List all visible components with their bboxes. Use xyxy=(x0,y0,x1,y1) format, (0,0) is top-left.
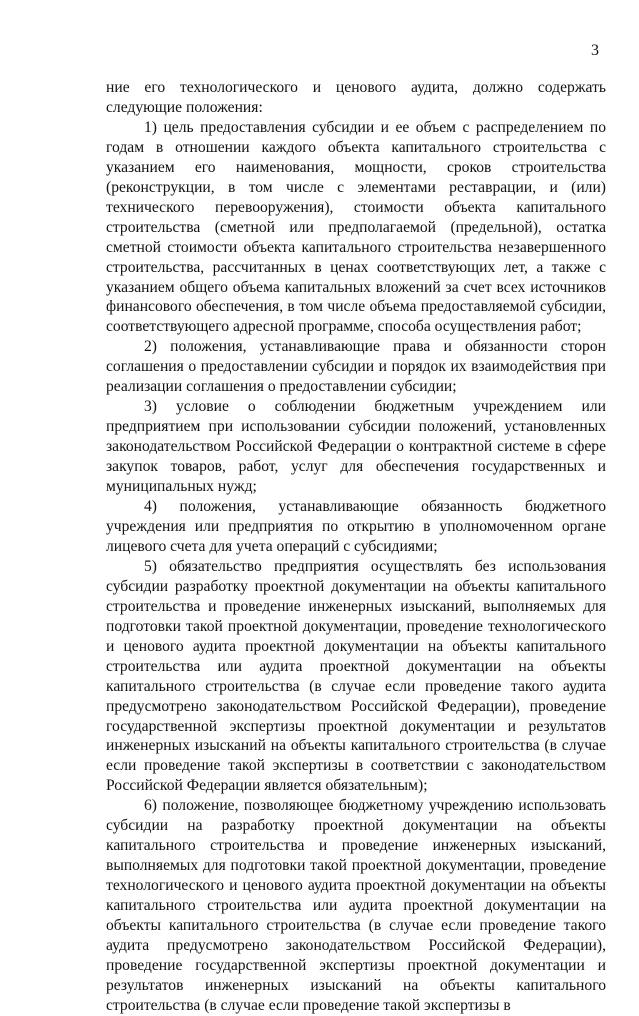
paragraph-6: 6) положение, позволяющее бюджетному учреждению использовать субсидии на разработку проектной документации на объекты капитального строительства и проведение инженерных изысканий, выполняемых для подготовки такой проектной документации, проведение технологического и ценового аудита проектной документации на объекты капитального строительства или аудита проектной документации на объекты капитального строительства (в случае если проведение такого аудита предусмотрено законодательством Российской Федерации), проведение государственной экспертизы проектной документации и результатов инженерных изысканий на объекты капитального строительства (в случае если проведение такой экспертизы в xyxy=(106,797,606,1014)
page-number: 3 xyxy=(591,42,599,59)
intro-paragraph: ние его технологического и ценового аудита, должно содержать следующие положения: xyxy=(106,79,606,116)
document-body xyxy=(106,78,606,1016)
paragraph-4: 4) положения, устанавливающие обязанность бюджетного учреждения или предприятия по открытию в уполномоченном органе лицевого счета для учета операций с субсидиями; xyxy=(106,498,606,555)
paragraph-5: 5) обязательство предприятия осуществлять без использования субсидии разработку проектной документации на объекты капитального строительства и проведение инженерных изысканий, выполняемых для подготовки такой проектной документации, проведение технологического и ценового аудита проектной документации на объекты капитального строительства или аудита проектной документации на объекты капитального строительства (в случае если проведение такого аудита предусмотрено законодательством Российской Федерации), проведение государственной экспертизы проектной документации и результатов инженерных изысканий на объекты капитального строительства (в случае если проведение такой экспертизы в соответствии с законодательством Российской Федерации является обязательным); xyxy=(106,557,606,795)
paragraph-2: 2) положения, устанавливающие права и обязанности сторон соглашения о предоставлении субсидии и порядок их взаимодействия при реализации соглашения о предоставлении субсидии; xyxy=(106,338,606,396)
paragraph-1: 1) цель предоставления субсидии и ее объем с распределением по годам в отношении каждого объекта капитального строительства с указанием его наименования, мощности, сроков строительства (реконструкции, в том числе с элементами реставрации, и (или) технического перевооружения), стоимости объекта капитального строительства (сметной или предполагаемой (предельной), остатка сметной стоимости объекта капитального строительства незавершенного строительства, рассчитанных в ценах соответствующих лет, а также с указанием общего объема капитальных вложений за счет всех источников финансового обеспечения, в том числе объема предоставляемой субсидии, соответствующего адресной программе, способа осуществления работ; xyxy=(106,118,606,336)
paragraph-3: 3) условие о соблюдении бюджетным учреждением или предприятием при использовании субсидии положений, установленных законодательством Российской Федерации о контрактной системе в сфере закупок товаров, работ, услуг для обеспечения государственных и муниципальных нужд; xyxy=(106,398,606,496)
